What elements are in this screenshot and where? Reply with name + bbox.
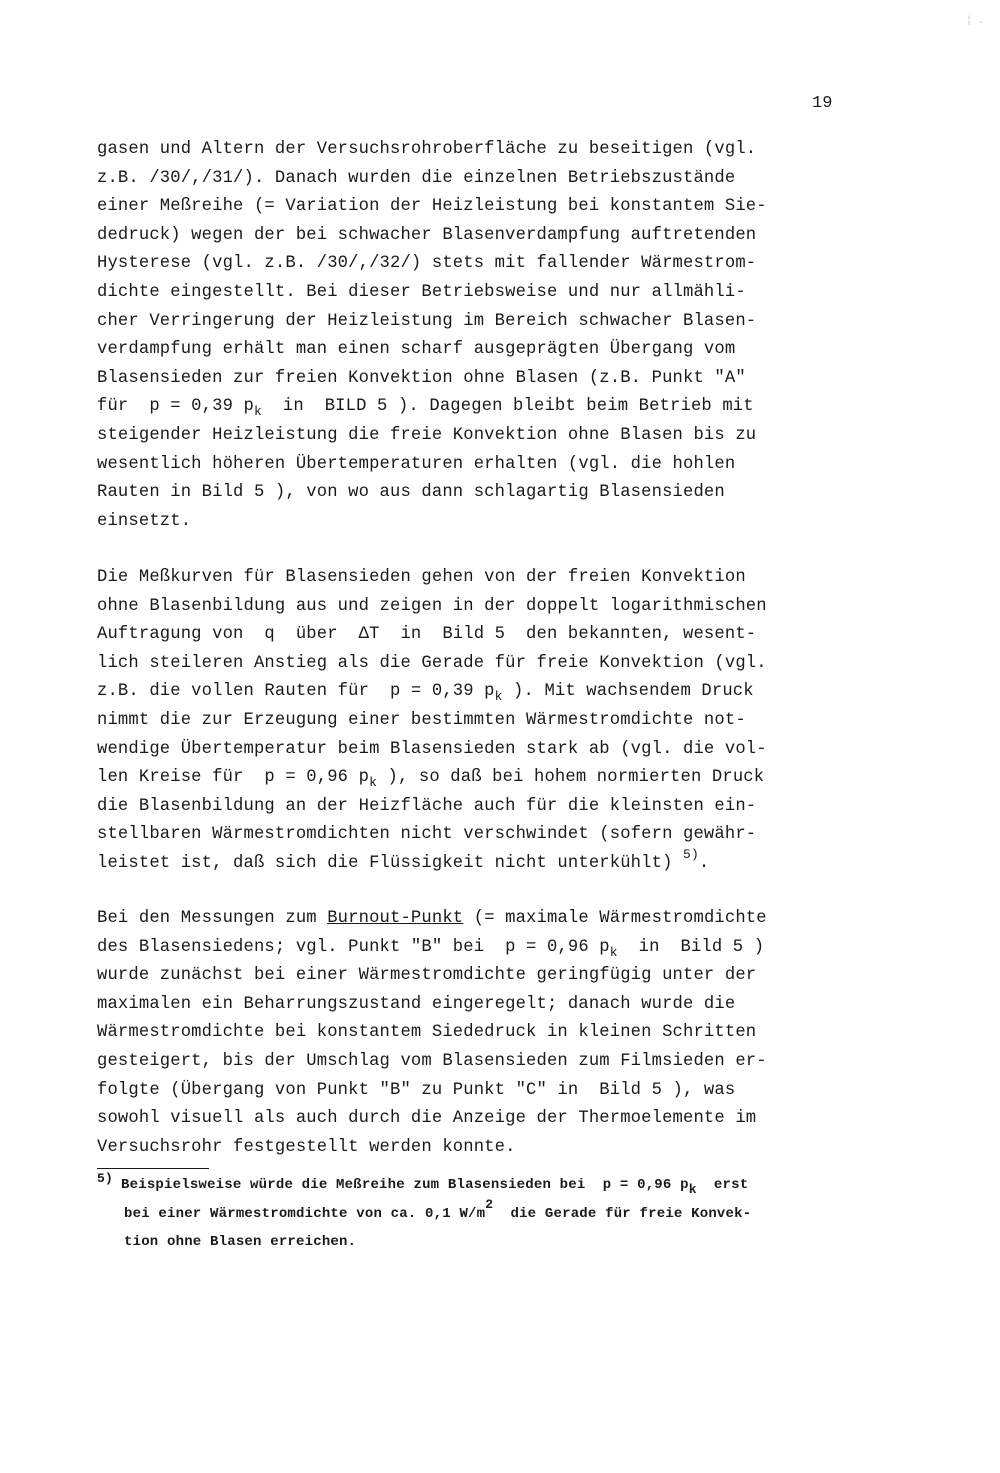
underlined-term: Burnout-Punkt [327, 909, 464, 928]
text-line: gasen und Altern der Versuchsrohroberfläche zu beseitigen (vgl. [97, 140, 757, 159]
text-line: len Kreise für p = 0,96 $p_k$ ), so daß bei hohem normierten Druck [97, 768, 765, 791]
text-line: einsetzt. [97, 511, 192, 531]
subscript: k [253, 404, 262, 420]
text-line: dedruck) wegen der bei schwacher Blasenverdampfung auftretenden [97, 225, 757, 245]
text-line: z.B. die vollen Rauten für p = 0,39 $p_k$ ). Mit wachsendem Druck [97, 682, 754, 705]
text-line: Auftragung von q über ΔT in Bild 5 den bekannten, wesent- [97, 625, 757, 645]
scan-corner-mark: ¦ . [966, 16, 985, 27]
text-line: nimmt die zur Erzeugung einer bestimmten Wärmestromdichte not- [97, 710, 746, 730]
paragraph-3 [97, 905, 857, 1162]
subscript: k [494, 689, 503, 705]
text-line: leistet ist, daß sich die Flüssigkeit nicht unterkühlt) $^{5)}$. [97, 846, 710, 873]
footnote-reference: 5) [683, 846, 699, 862]
text-line: des Blasensiedens; vgl. Punkt "B" bei p = 0,96 $p_k$ in Bild 5 ) [97, 937, 765, 960]
text-line: wurde zunächst bei einer Wärmestromdichte geringfügig unter der [97, 966, 757, 986]
text-line: Versuchsrohr festgestellt werden konnte. [97, 1137, 516, 1157]
footnote-line: 5) Beispielsweise würde die Meßreihe zum Blasensieden bei p = 0,96 pk erst [97, 1171, 749, 1197]
text-line: wesentlich höheren Übertemperaturen erhalten (vgl. die hohlen [97, 454, 736, 474]
paragraph-1 [97, 136, 857, 536]
text-line: die Blasenbildung an der Heizfläche auch für die kleinsten ein- [97, 796, 757, 816]
text-line: lich steileren Anstieg als die Gerade für freie Konvektion (vgl. [97, 653, 767, 673]
footnote [97, 1170, 857, 1257]
text-line: sowohl visuell als auch durch die Anzeige der Thermoelemente im [97, 1109, 757, 1129]
text-line: für p = 0,39 $p_k$ in BILD 5 ). Dagegen bleibt beim Betrieb mit [97, 397, 754, 420]
superscript: 2 [485, 1197, 494, 1212]
text-line: Blasensieden zur freien Konvektion ohne Blasen (z.B. Punkt "A" [97, 368, 746, 388]
text-line: Wärmestromdichte bei konstantem Siededruck in kleinen Schritten [97, 1023, 757, 1043]
footnote-mark: 5) [97, 1171, 114, 1186]
text-line: dichte eingestellt. Bei dieser Betriebsweise und nur allmähli- [97, 282, 746, 302]
text-line: Hysterese (vgl. z.B. /30/,/32/) stets mit fallender Wärmestrom- [97, 254, 757, 274]
text-line: z.B. /30/,/31/). Danach wurden die einzelnen Betriebszustände [97, 168, 736, 188]
text-line: cher Verringerung der Heizleistung im Bereich schwacher Blasen- [97, 311, 757, 331]
text-line: maximalen ein Beharrungszustand eingeregelt; danach wurde die [97, 994, 736, 1014]
footnote-line: tion ohne Blasen erreichen. [124, 1234, 357, 1250]
subscript: k [609, 944, 618, 960]
text-line: ohne Blasenbildung aus und zeigen in der doppelt logarithmischen [97, 596, 767, 616]
text-line: gesteigert, bis der Umschlag vom Blasensieden zum Filmsieden er- [97, 1051, 767, 1071]
subscript: k [688, 1182, 697, 1197]
footnote-separator [97, 1168, 209, 1169]
footnote-line: bei einer Wärmestromdichte von ca. 0,1 W/m2 die Gerade für freie Konvek- [124, 1197, 752, 1222]
subscript: k [369, 775, 378, 791]
text-line: wendige Übertemperatur beim Blasensieden stark ab (vgl. die vol- [97, 739, 767, 759]
text-line: einer Meßreihe (= Variation der Heizleistung bei konstantem Sie- [97, 197, 767, 217]
paragraph-2 [97, 564, 857, 879]
text-line: stellbaren Wärmestromdichten nicht verschwindet (sofern gewähr- [97, 825, 757, 845]
text-line: folgte (Übergang von Punkt "B" zu Punkt "C" in Bild 5 ), was [97, 1080, 736, 1100]
text-line: Bei den Messungen zum Burnout-Punkt (= maximale Wärmestromdichte [97, 909, 767, 928]
text-line: steigender Heizleistung die freie Konvektion ohne Blasen bis zu [97, 425, 757, 445]
page-number: 19 [812, 94, 833, 113]
text-line: Rauten in Bild 5 ), von wo aus dann schlagartig Blasensieden [97, 483, 725, 503]
text-line: Die Meßkurven für Blasensieden gehen von der freien Konvektion [97, 568, 746, 587]
text-line: verdampfung erhält man einen scharf ausgeprägten Übergang vom [97, 340, 736, 360]
